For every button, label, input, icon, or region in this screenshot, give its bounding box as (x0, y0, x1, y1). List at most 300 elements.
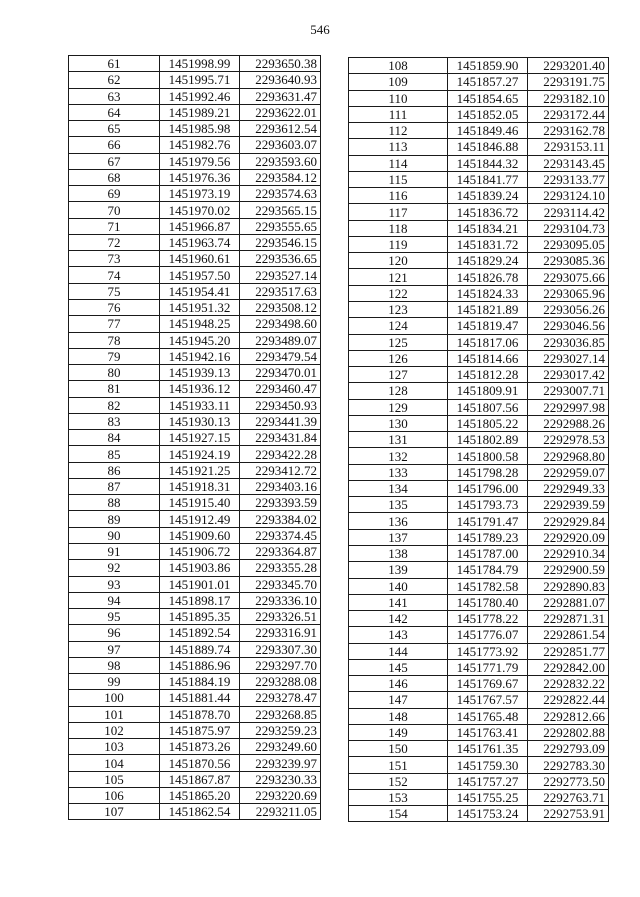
table-row (69, 121, 321, 137)
x-coordinate-cell: 1451839.24 (448, 188, 528, 204)
x-coordinate-cell: 1451892.54 (160, 625, 240, 641)
x-coordinate-cell: 1451852.05 (448, 106, 528, 122)
x-coordinate-cell: 1451793.73 (448, 497, 528, 513)
table-row (69, 592, 321, 608)
point-number-cell: 151 (349, 757, 448, 773)
table-row (349, 90, 609, 106)
page-number: 546 (310, 22, 330, 37)
table-row (69, 511, 321, 527)
table-row (349, 269, 609, 285)
point-number-cell: 96 (69, 625, 160, 641)
x-coordinate-cell: 1451878.70 (160, 706, 240, 722)
y-coordinate-cell: 2293007.71 (528, 383, 609, 399)
y-coordinate-cell: 2293124.10 (528, 188, 609, 204)
x-coordinate-cell: 1451841.77 (448, 171, 528, 187)
table-row (349, 204, 609, 220)
y-coordinate-cell: 2293603.07 (240, 137, 321, 153)
x-coordinate-cell: 1451924.19 (160, 446, 240, 462)
table-row (349, 773, 609, 789)
y-coordinate-cell: 2293239.97 (240, 755, 321, 771)
y-coordinate-cell: 2293288.08 (240, 674, 321, 690)
table-row (349, 367, 609, 383)
y-coordinate-cell: 2293374.45 (240, 527, 321, 543)
y-coordinate-cell: 2292978.53 (528, 432, 609, 448)
point-number-cell: 74 (69, 267, 160, 283)
x-coordinate-cell: 1451859.90 (448, 58, 528, 74)
point-number-cell: 64 (69, 104, 160, 120)
y-coordinate-cell: 2293278.47 (240, 690, 321, 706)
x-coordinate-cell: 1451771.79 (448, 659, 528, 675)
y-coordinate-cell: 2292881.07 (528, 594, 609, 610)
point-number-cell: 107 (69, 804, 160, 820)
table-row (69, 690, 321, 706)
y-coordinate-cell: 2292997.98 (528, 399, 609, 415)
table-row (349, 285, 609, 301)
x-coordinate-cell: 1451930.13 (160, 413, 240, 429)
point-number-cell: 116 (349, 188, 448, 204)
table-row (349, 301, 609, 317)
table-row (349, 188, 609, 204)
table-row (349, 399, 609, 415)
table-row (349, 692, 609, 708)
table-row (349, 513, 609, 529)
table-row (69, 609, 321, 625)
table-row (349, 757, 609, 773)
x-coordinate-cell: 1451834.21 (448, 220, 528, 236)
y-coordinate-cell: 2293104.73 (528, 220, 609, 236)
point-number-cell: 150 (349, 741, 448, 757)
y-coordinate-cell: 2293143.45 (528, 155, 609, 171)
table-row (69, 234, 321, 250)
x-coordinate-cell: 1451755.25 (448, 789, 528, 805)
table-row (69, 706, 321, 722)
x-coordinate-cell: 1451753.24 (448, 806, 528, 822)
x-coordinate-cell: 1451957.50 (160, 267, 240, 283)
x-coordinate-cell: 1451979.56 (160, 153, 240, 169)
y-coordinate-cell: 2293422.28 (240, 446, 321, 462)
point-number-cell: 104 (69, 755, 160, 771)
y-coordinate-cell: 2293297.70 (240, 657, 321, 673)
point-number-cell: 128 (349, 383, 448, 399)
table-row (69, 462, 321, 478)
x-coordinate-cell: 1451867.87 (160, 771, 240, 787)
table-row (69, 446, 321, 462)
y-coordinate-cell: 2293622.01 (240, 104, 321, 120)
y-coordinate-cell: 2293546.15 (240, 234, 321, 250)
x-coordinate-cell: 1451800.58 (448, 448, 528, 464)
y-coordinate-cell: 2293336.10 (240, 592, 321, 608)
point-number-cell: 105 (69, 771, 160, 787)
table-row (69, 755, 321, 771)
x-coordinate-cell: 1451826.78 (448, 269, 528, 285)
x-coordinate-cell: 1451849.46 (448, 123, 528, 139)
point-number-cell: 79 (69, 348, 160, 364)
point-number-cell: 148 (349, 708, 448, 724)
y-coordinate-cell: 2293498.60 (240, 316, 321, 332)
table-row (69, 560, 321, 576)
table-row (69, 348, 321, 364)
table-row (69, 365, 321, 381)
point-number-cell: 114 (349, 155, 448, 171)
y-coordinate-cell: 2293211.05 (240, 804, 321, 820)
x-coordinate-cell: 1451895.35 (160, 609, 240, 625)
point-number-cell: 146 (349, 676, 448, 692)
point-number-cell: 111 (349, 106, 448, 122)
x-coordinate-cell: 1451954.41 (160, 283, 240, 299)
point-number-cell: 119 (349, 236, 448, 252)
point-number-cell: 109 (349, 74, 448, 90)
point-number-cell: 90 (69, 527, 160, 543)
y-coordinate-cell: 2292842.00 (528, 659, 609, 675)
y-coordinate-cell: 2293230.33 (240, 771, 321, 787)
x-coordinate-cell: 1451824.33 (448, 285, 528, 301)
y-coordinate-cell: 2293640.93 (240, 72, 321, 88)
x-coordinate-cell: 1451761.35 (448, 741, 528, 757)
y-coordinate-cell: 2293259.23 (240, 722, 321, 738)
table-row (349, 611, 609, 627)
point-number-cell: 86 (69, 462, 160, 478)
table-row (349, 789, 609, 805)
y-coordinate-cell: 2292802.88 (528, 724, 609, 740)
x-coordinate-cell: 1451970.02 (160, 202, 240, 218)
point-number-cell: 154 (349, 806, 448, 822)
y-coordinate-cell: 2292822.44 (528, 692, 609, 708)
table-row (349, 806, 609, 822)
table-row (69, 316, 321, 332)
table-row (349, 350, 609, 366)
y-coordinate-cell: 2293384.02 (240, 511, 321, 527)
point-number-cell: 121 (349, 269, 448, 285)
x-coordinate-cell: 1451976.36 (160, 169, 240, 185)
x-coordinate-cell: 1451857.27 (448, 74, 528, 90)
table-row (349, 545, 609, 561)
table-row (349, 659, 609, 675)
table-row (349, 578, 609, 594)
point-number-cell: 137 (349, 529, 448, 545)
table-row (69, 413, 321, 429)
table-row (69, 137, 321, 153)
table-row (69, 771, 321, 787)
y-coordinate-cell: 2292959.07 (528, 464, 609, 480)
x-coordinate-cell: 1451884.19 (160, 674, 240, 690)
x-coordinate-cell: 1451873.26 (160, 739, 240, 755)
point-number-cell: 133 (349, 464, 448, 480)
y-coordinate-cell: 2292949.33 (528, 480, 609, 496)
y-coordinate-cell: 2293555.65 (240, 218, 321, 234)
x-coordinate-cell: 1451763.41 (448, 724, 528, 740)
table-row (349, 724, 609, 740)
x-coordinate-cell: 1451992.46 (160, 88, 240, 104)
point-number-cell: 106 (69, 787, 160, 803)
y-coordinate-cell: 2293393.59 (240, 495, 321, 511)
y-coordinate-cell: 2292763.71 (528, 789, 609, 805)
point-number-cell: 99 (69, 674, 160, 690)
y-coordinate-cell: 2293114.42 (528, 204, 609, 220)
point-number-cell: 142 (349, 611, 448, 627)
x-coordinate-cell: 1451791.47 (448, 513, 528, 529)
y-coordinate-cell: 2293085.36 (528, 253, 609, 269)
y-coordinate-cell: 2292871.31 (528, 611, 609, 627)
point-number-cell: 102 (69, 722, 160, 738)
y-coordinate-cell: 2292861.54 (528, 627, 609, 643)
x-coordinate-cell: 1451881.44 (160, 690, 240, 706)
point-number-cell: 82 (69, 397, 160, 413)
table-row (349, 480, 609, 496)
x-coordinate-cell: 1451921.25 (160, 462, 240, 478)
y-coordinate-cell: 2292920.09 (528, 529, 609, 545)
point-number-cell: 65 (69, 121, 160, 137)
x-coordinate-cell: 1451846.88 (448, 139, 528, 155)
x-coordinate-cell: 1451948.25 (160, 316, 240, 332)
point-number-cell: 144 (349, 643, 448, 659)
point-number-cell: 120 (349, 253, 448, 269)
y-coordinate-cell: 2293508.12 (240, 299, 321, 315)
y-coordinate-cell: 2293191.75 (528, 74, 609, 90)
point-number-cell: 93 (69, 576, 160, 592)
x-coordinate-cell: 1451951.32 (160, 299, 240, 315)
y-coordinate-cell: 2292900.59 (528, 562, 609, 578)
y-coordinate-cell: 2293036.85 (528, 334, 609, 350)
y-coordinate-cell: 2292988.26 (528, 415, 609, 431)
table-row (69, 56, 321, 72)
table-row (349, 448, 609, 464)
x-coordinate-cell: 1451836.72 (448, 204, 528, 220)
point-number-cell: 81 (69, 381, 160, 397)
x-coordinate-cell: 1451927.15 (160, 430, 240, 446)
point-number-cell: 143 (349, 627, 448, 643)
y-coordinate-cell: 2293162.78 (528, 123, 609, 139)
coordinate-table-right (348, 57, 609, 822)
y-coordinate-cell: 2293536.65 (240, 251, 321, 267)
x-coordinate-cell: 1451796.00 (448, 480, 528, 496)
x-coordinate-cell: 1451805.22 (448, 415, 528, 431)
x-coordinate-cell: 1451912.49 (160, 511, 240, 527)
table-row (69, 202, 321, 218)
x-coordinate-cell: 1451757.27 (448, 773, 528, 789)
point-number-cell: 125 (349, 334, 448, 350)
point-number-cell: 127 (349, 367, 448, 383)
table-row (69, 283, 321, 299)
table-row (349, 415, 609, 431)
y-coordinate-cell: 2293056.26 (528, 301, 609, 317)
table-row (349, 432, 609, 448)
table-row (69, 722, 321, 738)
x-coordinate-cell: 1451966.87 (160, 218, 240, 234)
y-coordinate-cell: 2292773.50 (528, 773, 609, 789)
table-row (349, 318, 609, 334)
point-number-cell: 149 (349, 724, 448, 740)
x-coordinate-cell: 1451918.31 (160, 478, 240, 494)
table-row (69, 478, 321, 494)
y-coordinate-cell: 2293046.56 (528, 318, 609, 334)
x-coordinate-cell: 1451985.98 (160, 121, 240, 137)
point-number-cell: 67 (69, 153, 160, 169)
y-coordinate-cell: 2293565.15 (240, 202, 321, 218)
x-coordinate-cell: 1451903.86 (160, 560, 240, 576)
x-coordinate-cell: 1451936.12 (160, 381, 240, 397)
x-coordinate-cell: 1451798.28 (448, 464, 528, 480)
point-number-cell: 152 (349, 773, 448, 789)
table-row (349, 464, 609, 480)
table-row (69, 397, 321, 413)
point-number-cell: 141 (349, 594, 448, 610)
table-row (69, 787, 321, 803)
point-number-cell: 147 (349, 692, 448, 708)
y-coordinate-cell: 2293612.54 (240, 121, 321, 137)
point-number-cell: 118 (349, 220, 448, 236)
point-number-cell: 71 (69, 218, 160, 234)
point-number-cell: 122 (349, 285, 448, 301)
x-coordinate-cell: 1451807.56 (448, 399, 528, 415)
y-coordinate-cell: 2293593.60 (240, 153, 321, 169)
point-number-cell: 113 (349, 139, 448, 155)
y-coordinate-cell: 2293574.63 (240, 186, 321, 202)
y-coordinate-cell: 2293403.16 (240, 478, 321, 494)
x-coordinate-cell: 1451778.22 (448, 611, 528, 627)
table-row (69, 381, 321, 397)
point-number-cell: 98 (69, 657, 160, 673)
x-coordinate-cell: 1451817.06 (448, 334, 528, 350)
table-row (349, 627, 609, 643)
x-coordinate-cell: 1451886.96 (160, 657, 240, 673)
y-coordinate-cell: 2292939.59 (528, 497, 609, 513)
x-coordinate-cell: 1451982.76 (160, 137, 240, 153)
y-coordinate-cell: 2293017.42 (528, 367, 609, 383)
point-number-cell: 110 (349, 90, 448, 106)
table-row (349, 220, 609, 236)
point-number-cell: 97 (69, 641, 160, 657)
point-number-cell: 80 (69, 365, 160, 381)
point-number-cell: 129 (349, 399, 448, 415)
y-coordinate-cell: 2293172.44 (528, 106, 609, 122)
table-row (69, 251, 321, 267)
table-row (69, 169, 321, 185)
y-coordinate-cell: 2292812.66 (528, 708, 609, 724)
point-number-cell: 66 (69, 137, 160, 153)
point-number-cell: 89 (69, 511, 160, 527)
y-coordinate-cell: 2293479.54 (240, 348, 321, 364)
x-coordinate-cell: 1451898.17 (160, 592, 240, 608)
table-row (349, 171, 609, 187)
x-coordinate-cell: 1451773.92 (448, 643, 528, 659)
table-row (349, 529, 609, 545)
x-coordinate-cell: 1451854.65 (448, 90, 528, 106)
y-coordinate-cell: 2293307.30 (240, 641, 321, 657)
point-number-cell: 85 (69, 446, 160, 462)
table-row (349, 594, 609, 610)
point-number-cell: 94 (69, 592, 160, 608)
x-coordinate-cell: 1451960.61 (160, 251, 240, 267)
x-coordinate-cell: 1451989.21 (160, 104, 240, 120)
y-coordinate-cell: 2292783.30 (528, 757, 609, 773)
y-coordinate-cell: 2293316.91 (240, 625, 321, 641)
x-coordinate-cell: 1451780.40 (448, 594, 528, 610)
table-row (69, 543, 321, 559)
point-number-cell: 77 (69, 316, 160, 332)
table-row (69, 527, 321, 543)
table-row (69, 739, 321, 755)
point-number-cell: 145 (349, 659, 448, 675)
x-coordinate-cell: 1451945.20 (160, 332, 240, 348)
x-coordinate-cell: 1451776.07 (448, 627, 528, 643)
point-number-cell: 91 (69, 543, 160, 559)
x-coordinate-cell: 1451995.71 (160, 72, 240, 88)
table-row (349, 383, 609, 399)
y-coordinate-cell: 2293441.39 (240, 413, 321, 429)
y-coordinate-cell: 2293460.47 (240, 381, 321, 397)
y-coordinate-cell: 2293489.07 (240, 332, 321, 348)
point-number-cell: 83 (69, 413, 160, 429)
table-row (69, 625, 321, 641)
table-row (349, 708, 609, 724)
x-coordinate-cell: 1451906.72 (160, 543, 240, 559)
x-coordinate-cell: 1451844.32 (448, 155, 528, 171)
table-row (349, 676, 609, 692)
table-row (349, 334, 609, 350)
point-number-cell: 123 (349, 301, 448, 317)
x-coordinate-cell: 1451909.60 (160, 527, 240, 543)
point-number-cell: 84 (69, 430, 160, 446)
point-number-cell: 108 (349, 58, 448, 74)
y-coordinate-cell: 2293631.47 (240, 88, 321, 104)
point-number-cell: 140 (349, 578, 448, 594)
x-coordinate-cell: 1451787.00 (448, 545, 528, 561)
y-coordinate-cell: 2293412.72 (240, 462, 321, 478)
point-number-cell: 153 (349, 789, 448, 805)
point-number-cell: 87 (69, 478, 160, 494)
point-number-cell: 61 (69, 56, 160, 72)
y-coordinate-cell: 2292793.09 (528, 741, 609, 757)
x-coordinate-cell: 1451809.91 (448, 383, 528, 399)
y-coordinate-cell: 2293345.70 (240, 576, 321, 592)
point-number-cell: 68 (69, 169, 160, 185)
table-row (349, 106, 609, 122)
x-coordinate-cell: 1451782.58 (448, 578, 528, 594)
table-row (349, 58, 609, 74)
table-row (69, 153, 321, 169)
y-coordinate-cell: 2293133.77 (528, 171, 609, 187)
y-coordinate-cell: 2293027.14 (528, 350, 609, 366)
table-row (69, 674, 321, 690)
point-number-cell: 100 (69, 690, 160, 706)
y-coordinate-cell: 2293431.84 (240, 430, 321, 446)
table-row (69, 332, 321, 348)
y-coordinate-cell: 2293517.63 (240, 283, 321, 299)
y-coordinate-cell: 2293450.93 (240, 397, 321, 413)
table-row (69, 430, 321, 446)
point-number-cell: 69 (69, 186, 160, 202)
point-number-cell: 76 (69, 299, 160, 315)
table-row (69, 186, 321, 202)
table-row (349, 253, 609, 269)
table-row (349, 123, 609, 139)
point-number-cell: 75 (69, 283, 160, 299)
y-coordinate-cell: 2293527.14 (240, 267, 321, 283)
x-coordinate-cell: 1451812.28 (448, 367, 528, 383)
table-row (69, 104, 321, 120)
x-coordinate-cell: 1451865.20 (160, 787, 240, 803)
x-coordinate-cell: 1451831.72 (448, 236, 528, 252)
table-row (69, 576, 321, 592)
x-coordinate-cell: 1451942.16 (160, 348, 240, 364)
point-number-cell: 117 (349, 204, 448, 220)
point-number-cell: 70 (69, 202, 160, 218)
y-coordinate-cell: 2293065.96 (528, 285, 609, 301)
table-row (349, 74, 609, 90)
x-coordinate-cell: 1451862.54 (160, 804, 240, 820)
point-number-cell: 112 (349, 123, 448, 139)
table-row (349, 139, 609, 155)
